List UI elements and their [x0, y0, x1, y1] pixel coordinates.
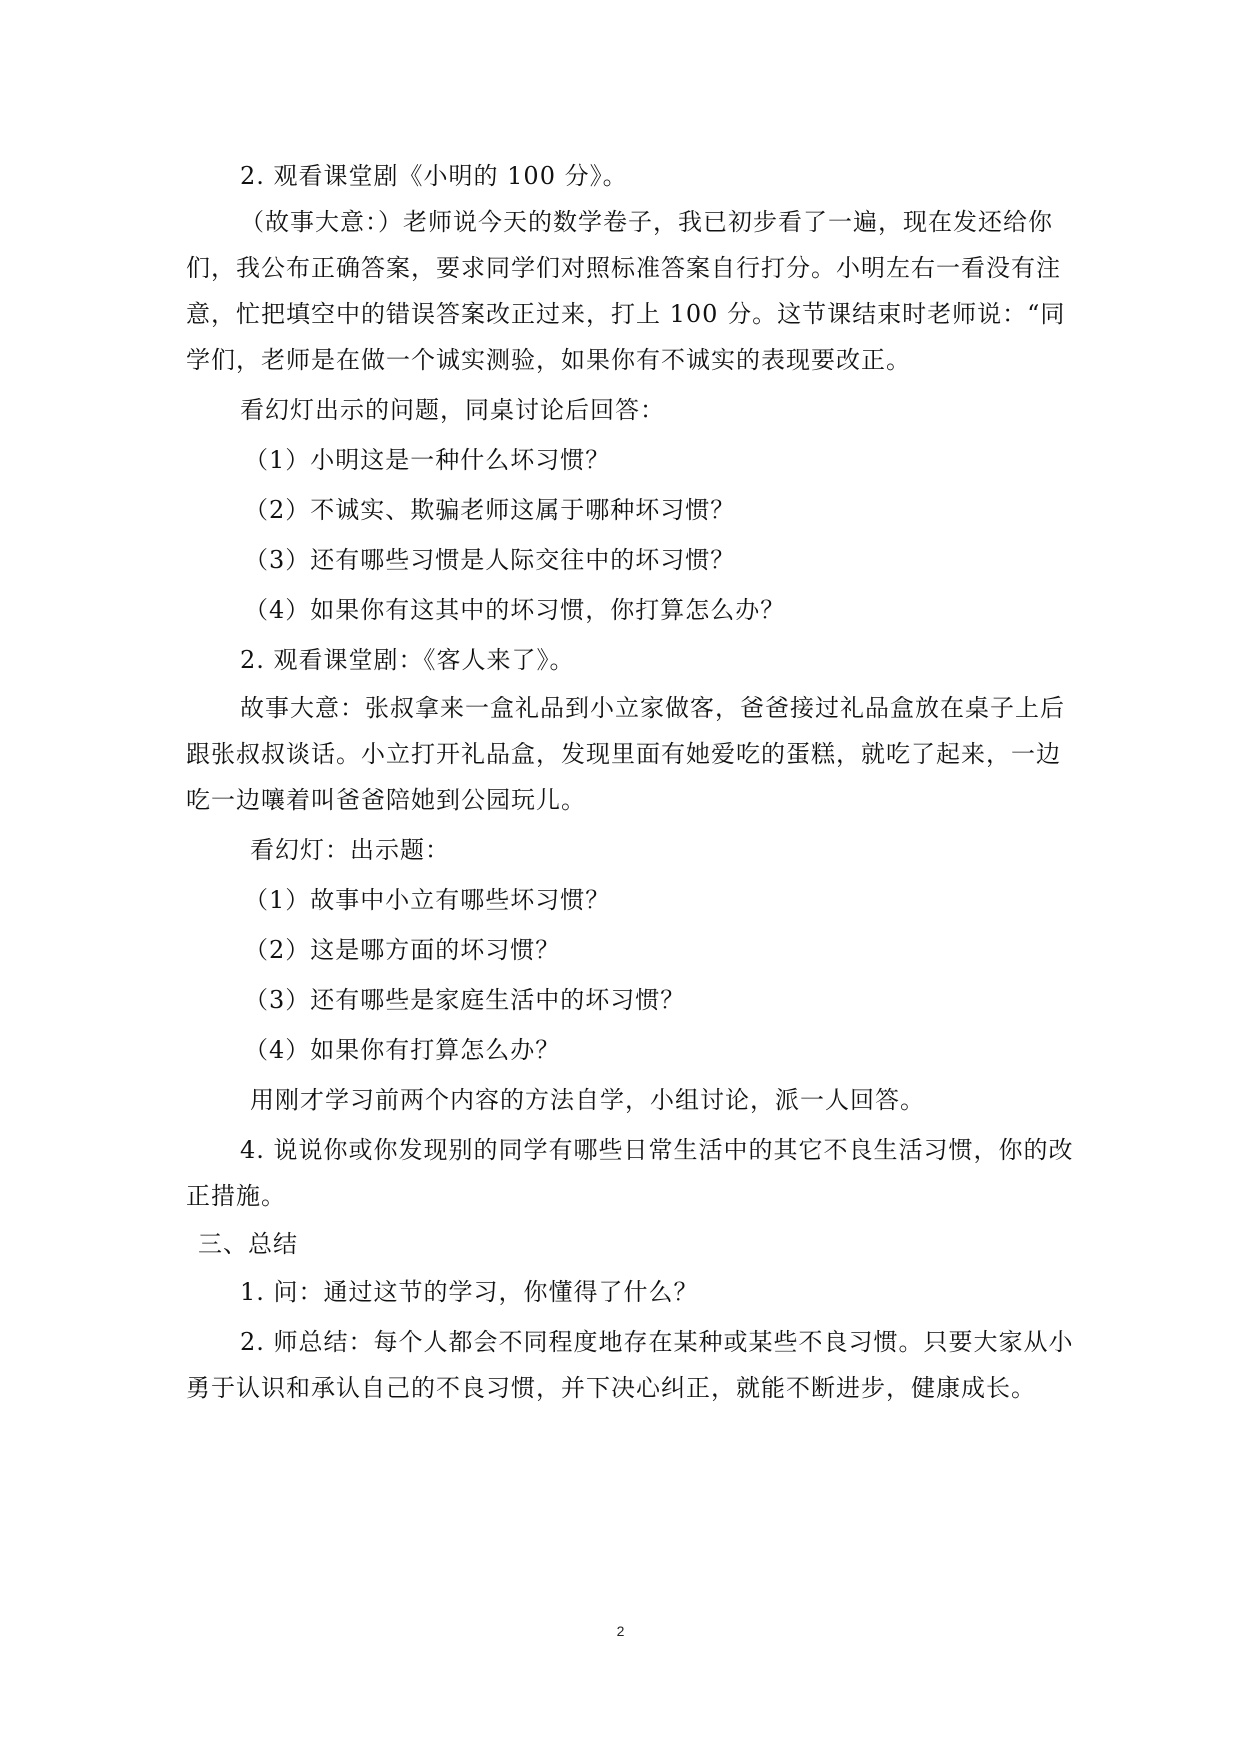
guest-question-1: （1）故事中小立有哪些坏习惯？ [244, 886, 611, 914]
section-heading-summary: 三、总结 [198, 1230, 298, 1258]
question-4: （4）如果你有这其中的坏习惯，你打算怎么办？ [244, 596, 786, 624]
item-4-line-2: 正措施。 [186, 1182, 286, 1210]
story-summary-line-3: 意，忙把填空中的错误答案改正过来，打上 100 分。这节课结束时老师说：“同 [186, 300, 1066, 328]
teacher-summary-line-2: 勇于认识和承认自己的不良习惯，并下决心纠正，就能不断进步，健康成长。 [186, 1374, 1036, 1402]
heading-classroom-play-xiaoming: 2. 观看课堂剧《小明的 100 分》。 [240, 162, 628, 190]
heading-classroom-play-guests: 2. 观看课堂剧：《客人来了》。 [240, 646, 575, 674]
slide-question-intro: 看幻灯出示的问题，同桌讨论后回答： [240, 396, 665, 424]
question-1: （1）小明这是一种什么坏习惯？ [244, 446, 611, 474]
summary-question: 1. 问：通过这节的学习，你懂得了什么？ [240, 1278, 699, 1306]
story-summary-line-1: （故事大意：）老师说今天的数学卷子，我已初步看了一遍，现在发还给你 [240, 208, 1053, 236]
guest-story-line-2: 跟张叔叔谈话。小立打开礼品盒，发现里面有她爱吃的蛋糕，就吃了起来，一边 [186, 740, 1061, 768]
slide-prompt: 看幻灯：出示题： [250, 836, 450, 864]
question-3: （3）还有哪些习惯是人际交往中的坏习惯？ [244, 546, 736, 574]
story-summary-line-2: 们，我公布正确答案，要求同学们对照标准答案自行打分。小明左右一看没有注 [186, 254, 1061, 282]
guest-question-3: （3）还有哪些是家庭生活中的坏习惯？ [244, 986, 686, 1014]
self-study-instruction: 用刚才学习前两个内容的方法自学，小组讨论，派一人回答。 [250, 1086, 925, 1114]
guest-story-line-3: 吃一边嚷着叫爸爸陪她到公园玩儿。 [186, 786, 586, 814]
guest-question-4: （4）如果你有打算怎么办？ [244, 1036, 561, 1064]
page-number: 2 [616, 1623, 625, 1639]
question-2: （2）不诚实、欺骗老师这属于哪种坏习惯？ [244, 496, 736, 524]
guest-question-2: （2）这是哪方面的坏习惯？ [244, 936, 561, 964]
guest-story-line-1: 故事大意：张叔拿来一盒礼品到小立家做客，爸爸接过礼品盒放在桌子上后 [240, 694, 1065, 722]
teacher-summary-line-1: 2. 师总结：每个人都会不同程度地存在某种或某些不良习惯。只要大家从小 [240, 1328, 1074, 1356]
story-summary-line-4: 学们，老师是在做一个诚实测验，如果你有不诚实的表现要改正。 [186, 346, 911, 374]
item-4-line-1: 4. 说说你或你发现别的同学有哪些日常生活中的其它不良生活习惯，你的改 [240, 1136, 1074, 1164]
